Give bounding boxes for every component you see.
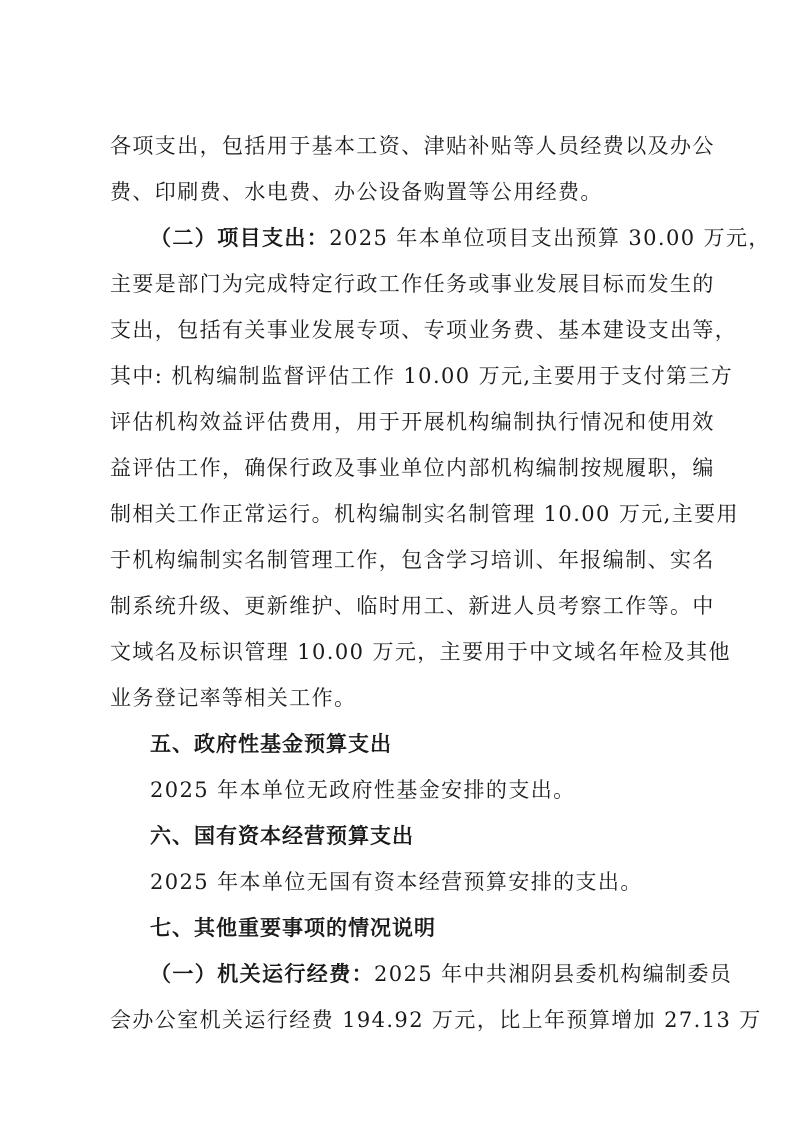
body-line: 益评估工作，确保行政及事业单位内部机构编制按规履职，编 (110, 456, 715, 480)
project-expenditure-lead: （二）项目支出： (150, 226, 330, 250)
body-line: 主要是部门为完成特定行政工作任务或事业发展目标而发生的 (110, 272, 715, 296)
body-line: 支出，包括有关事业发展专项、专项业务费、基本建设支出等， (110, 318, 738, 342)
body-line: 各项支出，包括用于基本工资、津贴补贴等人员经费以及办公 (110, 134, 715, 158)
body-line: 业务登记率等相关工作。 (110, 686, 357, 710)
body-line: 制相关工作正常运行。机构编制实名制管理 10.00 万元,主要用 (110, 502, 739, 526)
body-line: 费、印刷费、水电费、办公设备购置等公用经费。 (110, 180, 603, 204)
body-line: 文域名及标识管理 10.00 万元，主要用于中文域名年检及其他 (110, 640, 731, 664)
body-line: 会办公室机关运行经费 194.92 万元，比上年预算增加 27.13 万 (110, 1008, 762, 1032)
operating-cost-text: 2025 年中共湘阴县委机构编制委员 (374, 962, 733, 986)
section-text: 2025 年本单位无国有资本经营预算安排的支出。 (150, 870, 643, 894)
operating-cost-line (150, 956, 732, 992)
body-line: 评估机构效益评估费用，用于开展机构编制执行情况和使用效 (110, 410, 715, 434)
section-heading: 七、其他重要事项的情况说明 (150, 916, 436, 940)
project-expenditure-text: 2025 年本单位项目支出预算 30.00 万元， (329, 226, 771, 250)
section-heading: 五、政府性基金预算支出 (150, 732, 392, 756)
section-heading: 六、国有资本经营预算支出 (150, 824, 414, 848)
body-line: 制系统升级、更新维护、临时用工、新进人员考察工作等。中 (110, 594, 715, 618)
project-expenditure-line (150, 220, 771, 256)
section-text: 2025 年本单位无政府性基金安排的支出。 (150, 778, 576, 802)
operating-cost-lead: （一）机关运行经费： (150, 962, 374, 986)
body-line: 于机构编制实名制管理工作，包含学习培训、年报编制、实名 (110, 548, 715, 572)
body-line: 其中: 机构编制监督评估工作 10.00 万元,主要用于支付第三方 (110, 364, 734, 388)
